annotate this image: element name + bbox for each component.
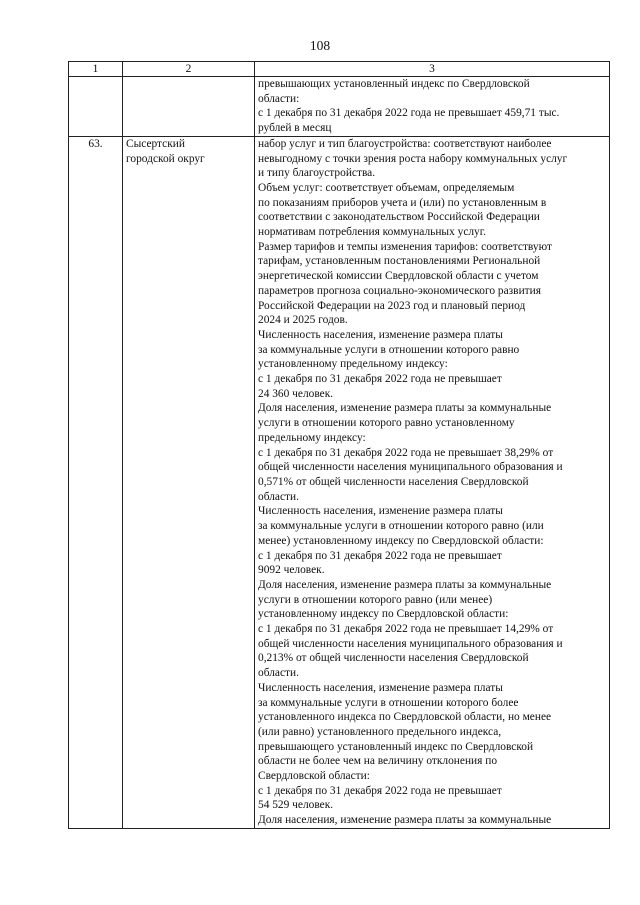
- text-line: рублей в месяц: [258, 122, 332, 135]
- municipality-cell: [123, 136, 255, 828]
- text-line: с 1 декабря по 31 декабря 2022 года не превышает 14,29% от: [258, 623, 554, 636]
- text-line: области.: [258, 490, 299, 503]
- text-line: области.: [258, 667, 299, 680]
- text-line: менее) установленному индексу по Свердловской области:: [258, 534, 544, 547]
- description-cell: [255, 136, 610, 828]
- text-line: услуги в отношении которого равно (или менее): [258, 593, 493, 606]
- text-line: 0,571% от общей численности населения Свердловской: [258, 475, 529, 488]
- page-number: 108: [309, 38, 331, 53]
- text-line: за коммунальные услуги в отношении которого равно: [258, 343, 520, 356]
- text-line: тарифам, установленным постановлениями Региональной: [258, 255, 541, 268]
- text-line: превышающего установленный индекс по Свердловской: [258, 740, 534, 753]
- text-line: энергетической комиссии Свердловской области с учетом: [258, 270, 539, 283]
- text-line: с 1 декабря по 31 декабря 2022 года не превышает: [258, 373, 502, 386]
- row-number-cell: 63.: [69, 136, 123, 828]
- text-line: Численность населения, изменение размера платы: [258, 681, 503, 694]
- municipality-cell: [123, 77, 255, 137]
- municipality-name-line: Сысертский: [126, 137, 185, 150]
- row-number-cell: [69, 77, 123, 137]
- text-line: установленному предельному индексу:: [258, 358, 448, 371]
- text-line: услуги в отношении которого равно установленному: [258, 417, 515, 430]
- text-line: Объем услуг: соответствует объемам, определяемым: [258, 181, 515, 194]
- header-col-1: 1: [69, 62, 123, 77]
- header-row: [69, 62, 610, 77]
- text-line: с 1 декабря по 31 декабря 2022 года не превышает: [258, 549, 502, 562]
- text-line: параметров прогноза социально-экономического развития: [258, 284, 541, 297]
- text-line: невыгодному с точки зрения роста набору коммунальных услуг: [258, 152, 568, 165]
- table-row-63: [69, 136, 610, 828]
- text-line: соответствии с законодательством Российской Федерации: [258, 211, 540, 224]
- text-line: Свердловской области:: [258, 770, 370, 783]
- description-cell: [255, 77, 610, 137]
- text-line: Численность населения, изменение размера платы: [258, 505, 503, 518]
- text-line: 2024 и 2025 годов.: [258, 314, 348, 327]
- text-line: Доля населения, изменение размера платы за коммунальные: [258, 578, 552, 591]
- header-col-2: 2: [123, 62, 255, 77]
- text-line: превышающих установленный индекс по Свердловской: [258, 78, 530, 90]
- text-line: по показаниям приборов учета и (или) по установленным в: [258, 196, 547, 209]
- text-line: и типу благоустройства.: [258, 167, 376, 180]
- text-line: общей численности населения муниципального образования и: [258, 461, 563, 474]
- text-line: за коммунальные услуги в отношении которого более: [258, 696, 519, 709]
- text-line: с 1 декабря по 31 декабря 2022 года не превышает: [258, 784, 502, 797]
- text-line: области не более чем на величину отклонения по: [258, 755, 498, 768]
- text-line: Доля населения, изменение размера платы за коммунальные: [258, 814, 552, 827]
- municipality-name-line: городской округ: [126, 152, 205, 165]
- text-line: установленного индекса по Свердловской области, но менее: [258, 711, 552, 724]
- table-row-continued: [69, 77, 610, 137]
- text-line: (или равно) установленного предельного индекса,: [258, 725, 502, 738]
- document-table: [68, 61, 610, 829]
- text-line: Численность населения, изменение размера платы: [258, 328, 503, 341]
- text-line: 0,213% от общей численности населения Свердловской: [258, 652, 529, 665]
- text-line: Размер тарифов и темпы изменения тарифов: соответствуют: [258, 240, 552, 253]
- text-line: области:: [258, 92, 300, 105]
- text-line: набор услуг и тип благоустройства: соответствуют наиболее: [258, 137, 552, 150]
- text-line: с 1 декабря по 31 декабря 2022 года не превышает 38,29% от: [258, 446, 554, 459]
- text-line: 24 360 человек.: [258, 387, 334, 400]
- text-line: 9092 человек.: [258, 564, 325, 577]
- text-line: Доля населения, изменение размера платы за коммунальные: [258, 402, 552, 415]
- text-line: с 1 декабря по 31 декабря 2022 года не превышает 459,71 тыс.: [258, 107, 560, 120]
- header-col-3: 3: [255, 62, 610, 77]
- text-line: общей численности населения муниципального образования и: [258, 637, 563, 650]
- text-line: нормативам потребления коммунальных услуг.: [258, 226, 486, 239]
- text-line: 54 529 человек.: [258, 799, 334, 812]
- text-line: Российской Федерации на 2023 год и плановый период: [258, 299, 526, 312]
- text-line: установленному индексу по Свердловской области:: [258, 608, 509, 621]
- text-line: за коммунальные услуги в отношении которого равно (или: [258, 520, 544, 533]
- text-line: предельному индексу:: [258, 431, 366, 444]
